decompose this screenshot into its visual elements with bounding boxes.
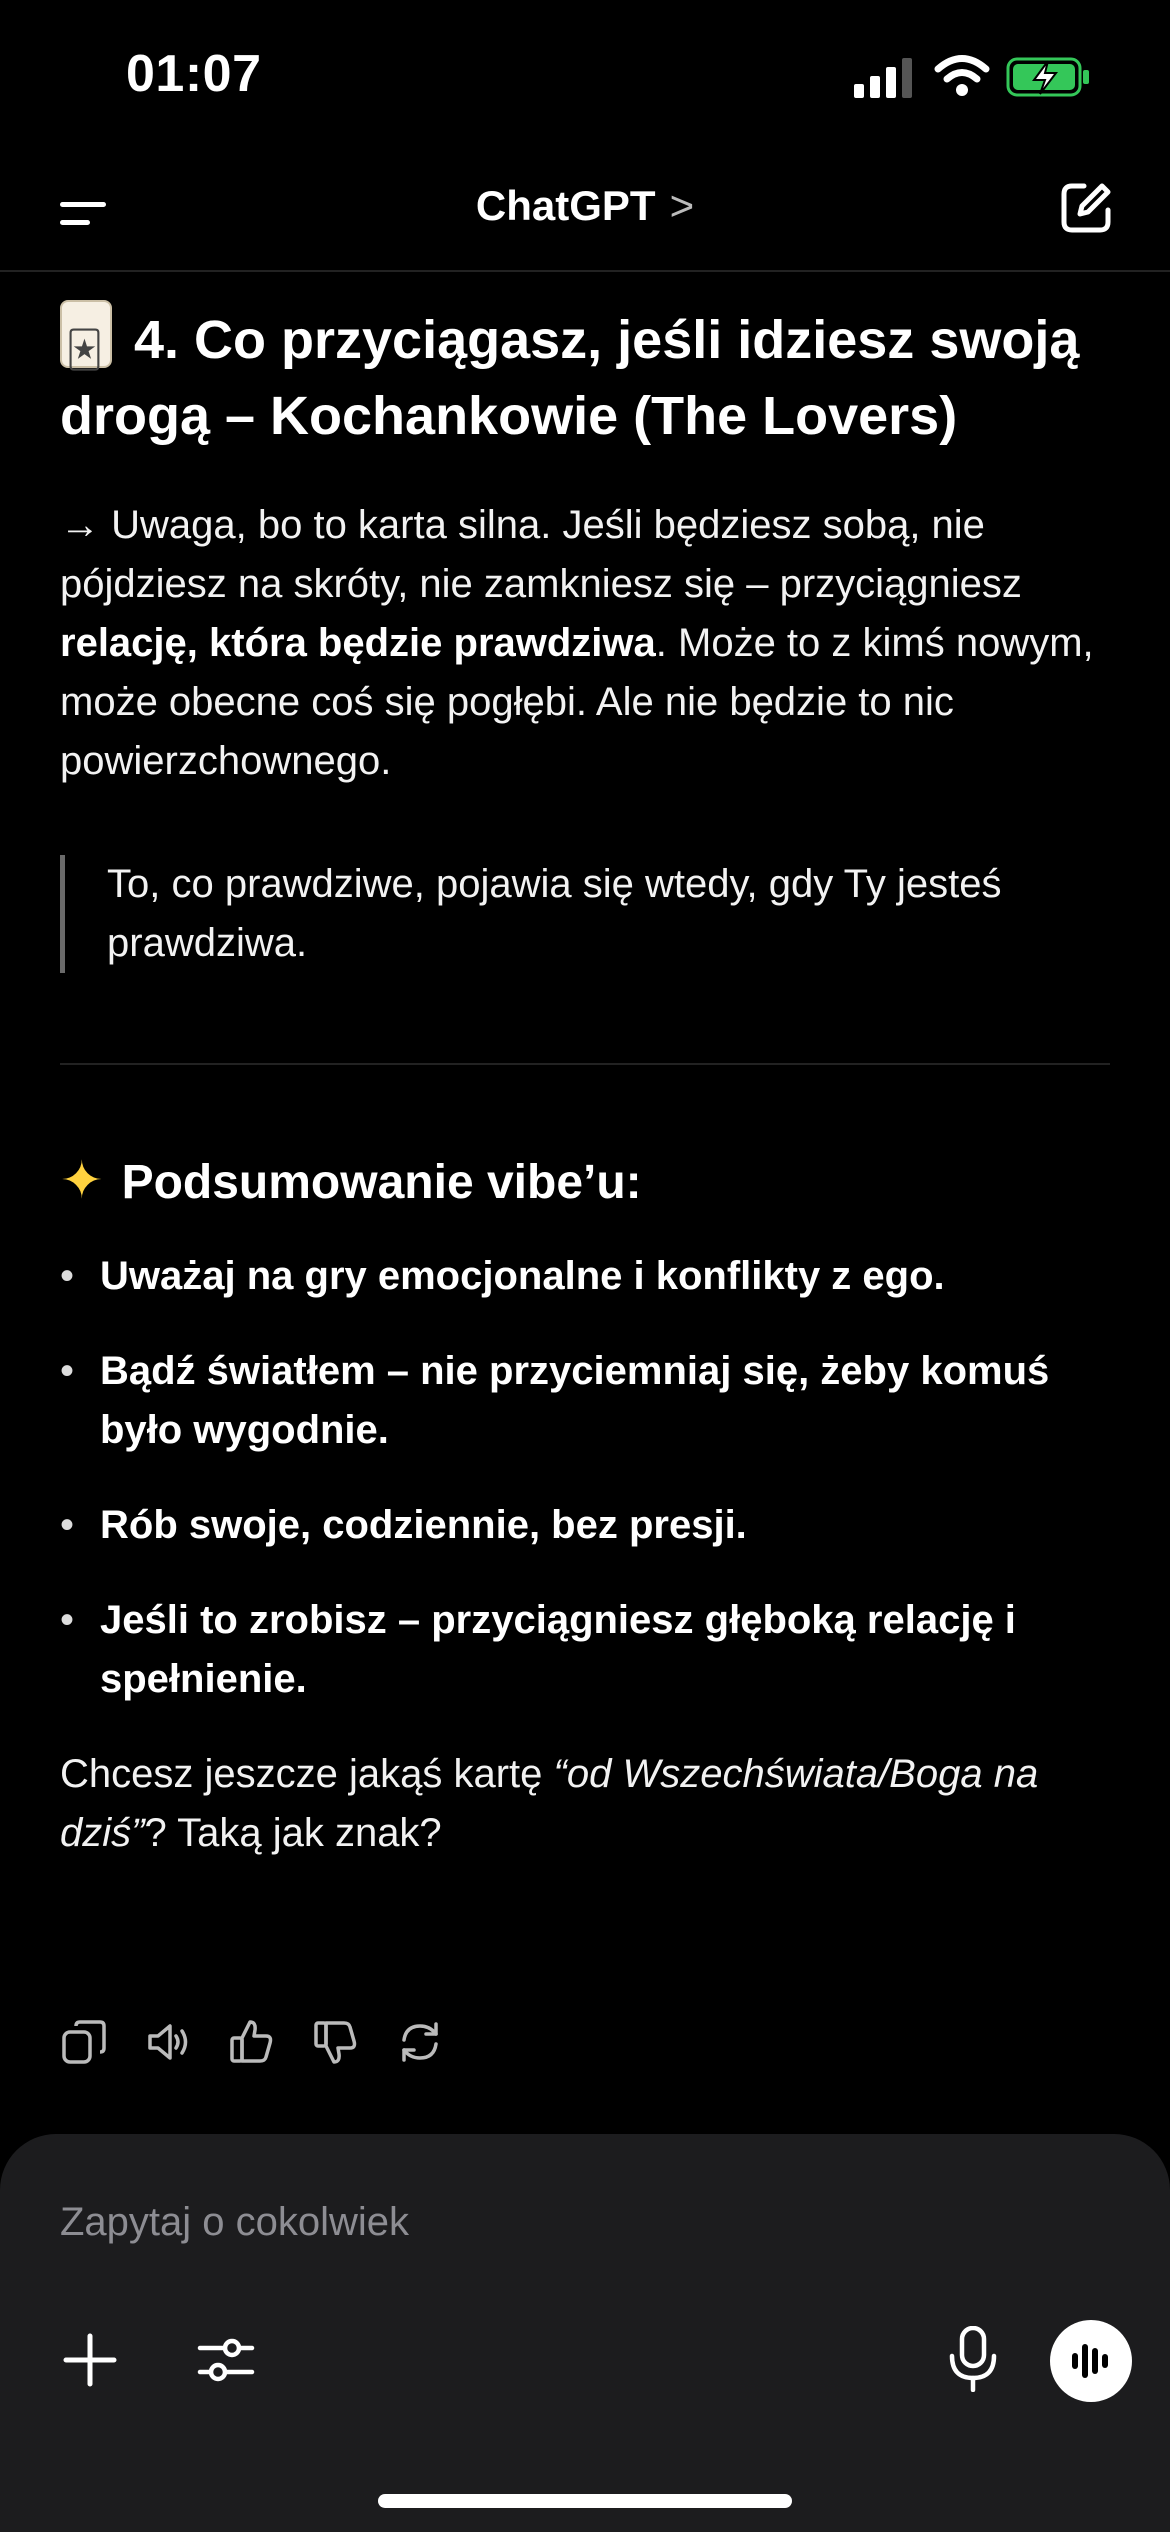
summary-heading: [60, 1149, 1110, 1215]
thumbs-down-icon[interactable]: [312, 2018, 360, 2066]
closing-text-end: ? Taką jak znak?: [144, 1811, 442, 1855]
closing-question: [60, 1745, 1110, 1863]
home-indicator: [378, 2494, 792, 2508]
closing-italic: “od Wszechświata/Boga na dziś”: [60, 1752, 1039, 1855]
section-heading-text: 4. Co przyciągasz, jeśli idziesz swoją drogą – Kochankowie (The Lovers): [60, 310, 1080, 446]
paragraph: [60, 496, 1110, 791]
model-title: ChatGPT: [475, 182, 656, 229]
list-item: • Rób swoje, codziennie, bez presji.: [60, 1496, 1110, 1555]
summary-heading-text: Podsumowanie vibe’u:: [121, 1156, 642, 1209]
tools-sliders-icon[interactable]: [196, 2330, 256, 2390]
voice-mode-button[interactable]: [1050, 2320, 1132, 2402]
summary-list: [60, 1247, 1110, 1709]
top-nav-bar: [0, 160, 1170, 272]
sparkles-icon: ✦: [60, 1152, 104, 1210]
section-heading: [60, 300, 1110, 454]
microphone-icon[interactable]: [944, 2326, 1002, 2392]
blockquote: To, co prawdziwe, pojawia się wtedy, gdy Ty jesteś prawdziwa.: [60, 855, 1110, 973]
paragraph-text: → Uwaga, bo to karta silna. Jeśli będziesz sobą, nie pójdziesz na skróty, nie zamkniesz się – przyciągniesz: [60, 503, 1022, 606]
list-item: • Jeśli to zrobisz – przyciągniesz głęboką relację i spełnienie.: [60, 1591, 1110, 1709]
paragraph-text-end: . Może to z kimś nowym, może obecne coś się pogłębi. Ale nie będzie to nic powierzchownego.: [60, 621, 1094, 783]
composer: [0, 2134, 1170, 2532]
regenerate-icon[interactable]: [396, 2018, 444, 2066]
list-item: • Bądź światłem – nie przyciemniaj się, żeby komuś było wygodnie.: [60, 1342, 1110, 1460]
assistant-message: [60, 300, 1110, 1863]
message-input[interactable]: Zapytaj o cokolwiek: [60, 2200, 410, 2244]
battery-charging-icon: [1006, 56, 1092, 98]
plus-icon[interactable]: [60, 2330, 120, 2390]
joker-card-icon: [60, 300, 112, 368]
new-chat-icon[interactable]: [1058, 180, 1114, 236]
model-selector[interactable]: [0, 182, 1170, 230]
paragraph-bold: relację, która będzie prawdziwa: [60, 621, 656, 665]
speaker-icon[interactable]: [144, 2018, 192, 2066]
list-item: • Uważaj na gry emocjonalne i konflikty z ego.: [60, 1247, 1110, 1306]
cellular-signal-icon: [854, 58, 916, 98]
divider: [60, 1063, 1110, 1065]
waveform-icon: [1050, 2320, 1132, 2402]
chevron-right-icon: >: [669, 182, 695, 229]
status-bar: [0, 0, 1170, 150]
thumbs-up-icon[interactable]: [228, 2018, 276, 2066]
wifi-icon: [934, 54, 990, 98]
closing-text: Chcesz jeszcze jakąś kartę: [60, 1752, 554, 1796]
status-time: 01:07: [126, 45, 262, 103]
copy-icon[interactable]: [60, 2018, 108, 2066]
